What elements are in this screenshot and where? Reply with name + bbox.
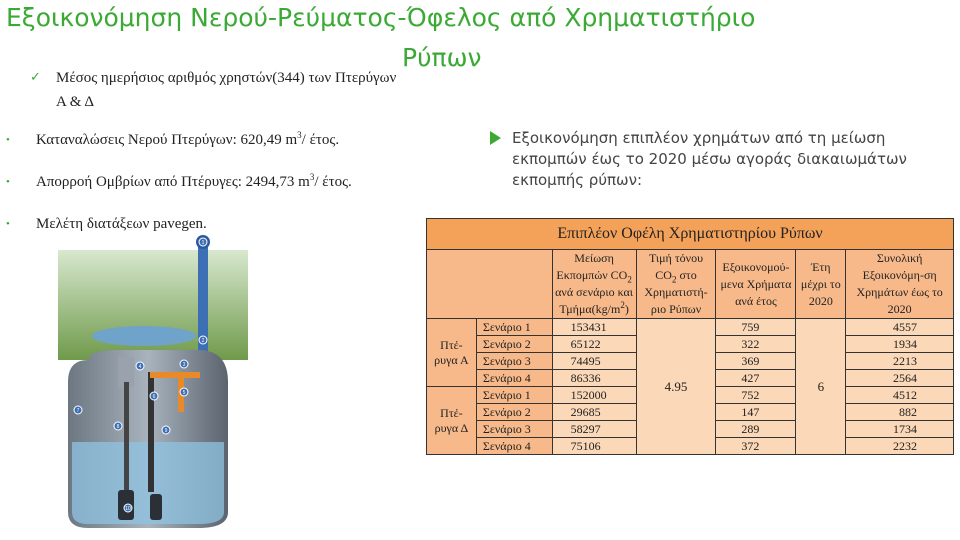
callout-label: 3 (182, 362, 186, 368)
empty-header-cell (427, 250, 553, 319)
scenario-cell: Σενάριο 2 (476, 336, 552, 353)
group-label-wing-d: Πτέ-ρυγα Δ (427, 387, 477, 455)
bullet-icon: • (6, 176, 10, 188)
col-header-savings: Εξοικονομού-μενα Χρήματα ανά έτος (716, 250, 796, 319)
callout-label: 1 (201, 240, 205, 246)
savings-cell: 369 (716, 353, 796, 370)
col-header-years: Έτη μέχρι το 2020 (796, 250, 846, 319)
scenario-cell: Σενάριο 4 (476, 438, 552, 455)
total-cell: 2564 (846, 370, 954, 387)
rainwater-tank-illustration (58, 232, 248, 532)
table-row (427, 319, 954, 336)
table-title: Επιπλέον Οφέλη Χρηματιστηρίου Ρύπων (427, 219, 954, 250)
savings-cell: 147 (716, 404, 796, 421)
group-label-wing-a: Πτέ-ρυγα Α (427, 319, 477, 387)
callout-label: 9 (164, 428, 168, 434)
total-cell: 2232 (846, 438, 954, 455)
bullet-icon: • (6, 218, 10, 230)
reduction-cell: 65122 (552, 336, 636, 353)
check-item-text: Μέσος ημερήσιος αριθμός χρηστών(344) των Πτερύγων Α & Δ (56, 70, 397, 110)
copper-pipe (150, 372, 200, 378)
savings-note-text: Εξοικονόμηση επιπλέον χρημάτων από τη μείωση εκπομπών έως το 2020 μέσω αγοράς διακαιωμάτων εκπομπής ρύπων: (512, 129, 907, 189)
pond (92, 326, 196, 346)
years-cell: 6 (796, 319, 846, 455)
bullet-item (6, 172, 352, 192)
total-cell: 2213 (846, 353, 954, 370)
reduction-cell: 58297 (552, 421, 636, 438)
bullet-suffix: / έτος. (314, 174, 352, 190)
savings-cell: 752 (716, 387, 796, 404)
total-cell: 4557 (846, 319, 954, 336)
total-cell: 882 (846, 404, 954, 421)
bullet-item (6, 214, 207, 234)
scenario-cell: Σενάριο 3 (476, 353, 552, 370)
callout-label: 7 (76, 408, 80, 414)
bullet-text: Καταναλώσεις Νερού Πτερύγων: 620,49 m (36, 132, 298, 148)
reduction-cell: 74495 (552, 353, 636, 370)
callout-label: 6 (152, 394, 156, 400)
scenario-cell: Σενάριο 4 (476, 370, 552, 387)
reduction-cell: 29685 (552, 404, 636, 421)
price-cell: 4.95 (636, 319, 716, 455)
reduction-cell: 75106 (552, 438, 636, 455)
savings-cell: 322 (716, 336, 796, 353)
scenario-cell: Σενάριο 1 (476, 319, 552, 336)
savings-note (512, 128, 932, 191)
reduction-cell: 152000 (552, 387, 636, 404)
savings-cell: 759 (716, 319, 796, 336)
reduction-cell: 86336 (552, 370, 636, 387)
col-header-price: Τιμή τόνου $CO_2$ στο Χρηματιστή-ριο Ρύπων (636, 250, 716, 319)
checkmark-icon: ✓ (30, 70, 41, 85)
savings-cell: 289 (716, 421, 796, 438)
bullet-suffix: / έτος. (301, 132, 340, 148)
total-cell: 4512 (846, 387, 954, 404)
bullet-text: Μελέτη διατάξεων pavegen. (36, 216, 207, 232)
arrow-bullet-icon (490, 131, 501, 145)
reduction-cell: 153431 (552, 319, 636, 336)
benefits-table (426, 218, 954, 455)
scenario-cell: Σενάριο 1 (476, 387, 552, 404)
callout-label: 10 (125, 506, 131, 512)
total-cell: 1734 (846, 421, 954, 438)
callout-label: 2 (201, 338, 205, 344)
savings-cell: 427 (716, 370, 796, 387)
page-title: Εξοικονόμηση Νερού-Ρεύματος-Όφελος από Χρηματιστήριο (6, 3, 756, 32)
scenario-cell: Σενάριο 3 (476, 421, 552, 438)
suction-pipe (124, 382, 129, 492)
bullet-icon: • (6, 134, 10, 146)
savings-cell: 372 (716, 438, 796, 455)
page-title-continuation: Ρύπων (402, 43, 482, 72)
bullet-item (6, 130, 340, 150)
col-header-total: Συνολική Εξοικονόμη-ση Χρημάτων έως το 2020 (846, 250, 954, 319)
bullet-unit-exponent: 3 (297, 130, 302, 140)
bullet-unit-exponent: 3 (309, 172, 315, 182)
bullet-text: Απορροή Ομβρίων από Πτέρυγες: 2494,73 m (36, 174, 310, 190)
filter-unit (150, 494, 162, 520)
total-cell: 1934 (846, 336, 954, 353)
callout-label: 4 (138, 364, 142, 370)
callout-label: 5 (182, 390, 186, 396)
scenario-cell: Σενάριο 2 (476, 404, 552, 421)
check-list-item (30, 66, 400, 114)
col-header-reduction: Μείωση Εκπομπών $CO_2$ ανά σενάριο και $T\mu ή\mu\alpha(kg/m^2)$ (552, 250, 636, 319)
callout-label: 8 (116, 424, 120, 430)
inlet-pipe (148, 372, 154, 492)
